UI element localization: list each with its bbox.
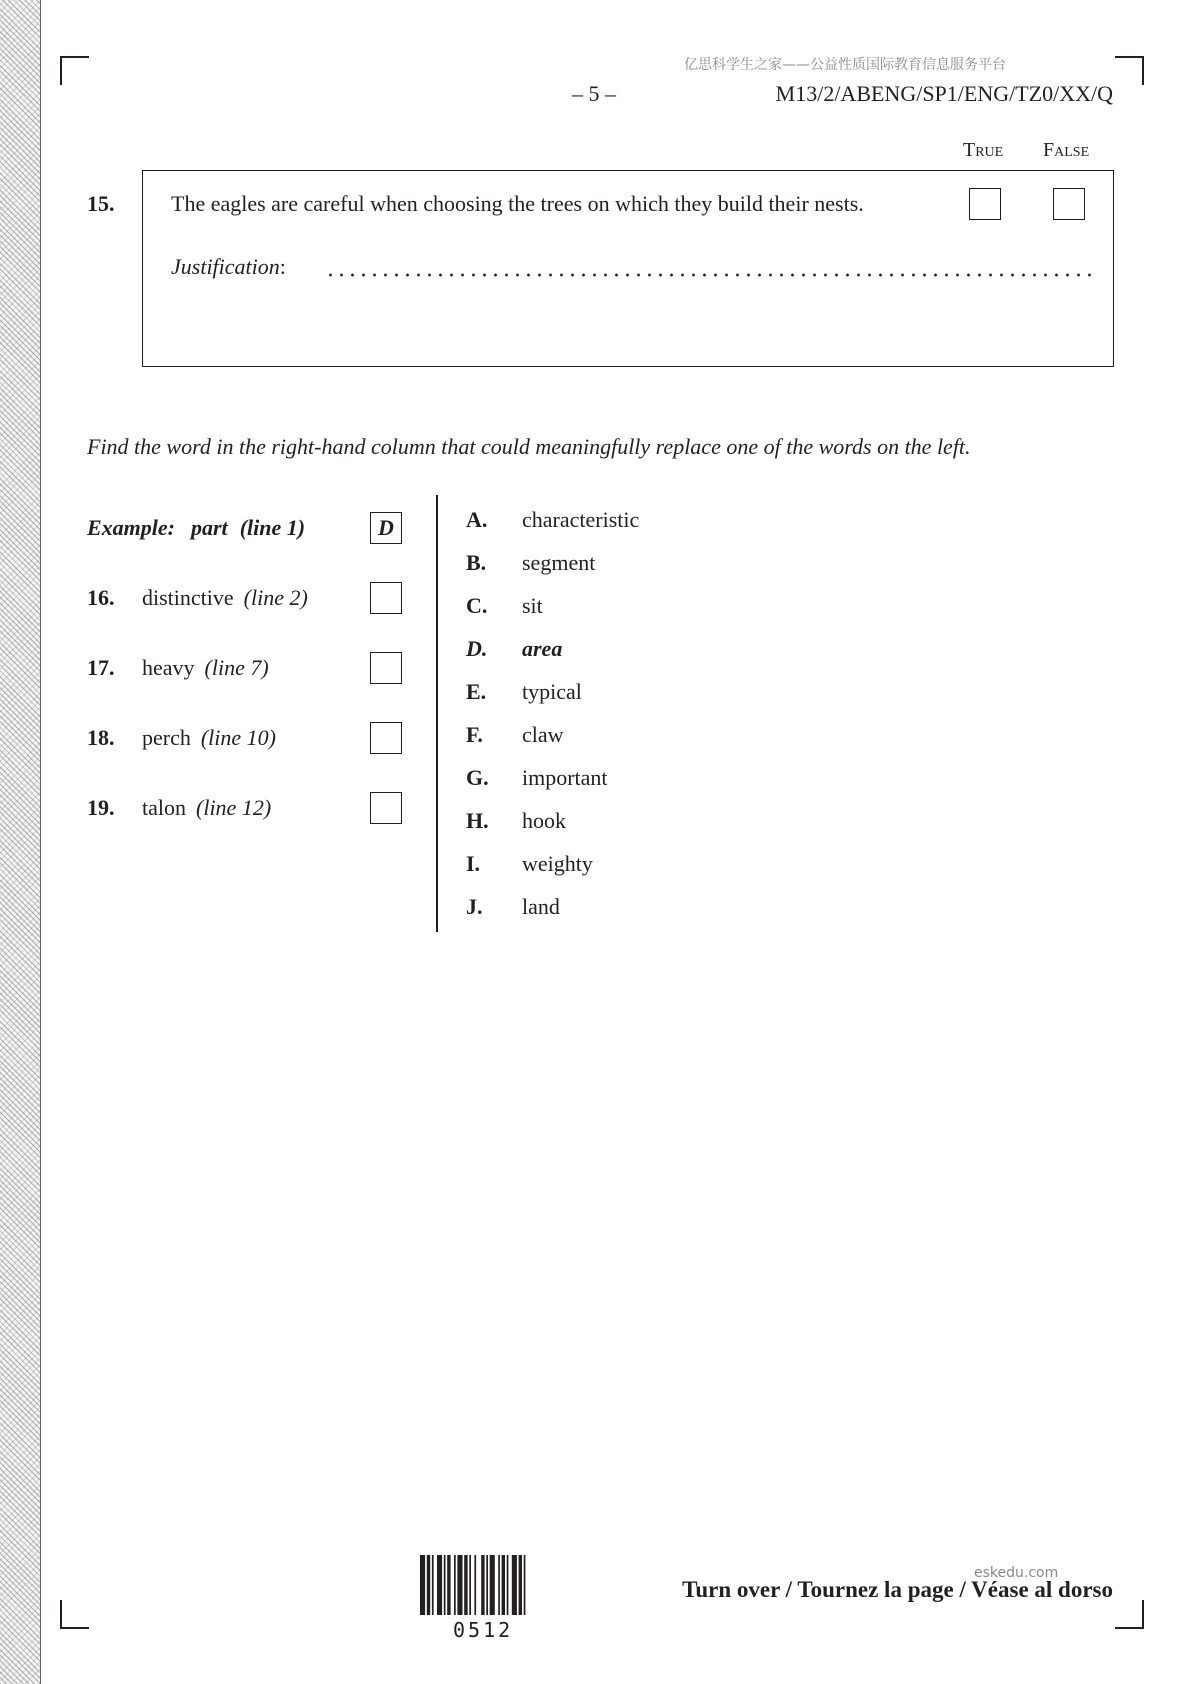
- question-word-row: [142, 795, 271, 821]
- watermark-bottom: eskedu.com: [974, 1565, 1059, 1581]
- justification-colon: :: [279, 254, 286, 279]
- barcode-bar: [481, 1555, 484, 1615]
- question-number: 18.: [87, 725, 115, 750]
- question-statement: The eagles are careful when choosing the trees on which they build their nests.: [171, 191, 864, 216]
- line-reference: (line 7): [204, 655, 269, 680]
- barcode-bar: [432, 1555, 434, 1615]
- option-word: land: [522, 894, 560, 919]
- watermark-top: 亿思科学生之家——公益性质国际教育信息服务平台: [684, 57, 1006, 73]
- option-letter: E.: [466, 679, 487, 704]
- option-letter: J.: [466, 894, 483, 919]
- barcode-bar: [474, 1555, 476, 1615]
- justification-answer-line[interactable]: [325, 273, 1095, 277]
- barcode-bar: [524, 1555, 526, 1615]
- question-number: 17.: [87, 655, 115, 680]
- page-number: – 5 –: [572, 81, 616, 106]
- option-letter: F.: [466, 722, 483, 747]
- example-row: [87, 515, 305, 541]
- question-word-row: [142, 655, 269, 681]
- false-checkbox[interactable]: [1053, 188, 1085, 220]
- barcode-bar: [454, 1555, 456, 1615]
- option-word: important: [522, 765, 608, 790]
- question-number: 16.: [87, 585, 115, 610]
- option-word: segment: [522, 550, 596, 575]
- example-answer-box: D: [370, 512, 402, 544]
- option-letter: A.: [466, 507, 488, 532]
- question-number: 15.: [87, 191, 115, 216]
- option-word: claw: [522, 722, 564, 747]
- question-word-row: [142, 585, 308, 611]
- option-word: typical: [522, 679, 582, 704]
- option-word-example: area: [522, 636, 563, 661]
- example-word: part: [191, 515, 228, 540]
- answer-box-18[interactable]: [370, 722, 402, 754]
- barcode-bar: [447, 1555, 450, 1615]
- option-word: weighty: [522, 851, 593, 876]
- option-letter: G.: [466, 765, 489, 790]
- barcode-bar: [469, 1555, 471, 1615]
- true-heading: True: [963, 139, 1004, 161]
- instruction-text: Find the word in the right-hand column that could meaningfully replace one of the words on the left.: [87, 434, 971, 459]
- question-word: distinctive: [142, 585, 234, 610]
- option-letter: I.: [466, 851, 481, 876]
- barcode-bar: [437, 1555, 442, 1615]
- barcode-bar: [507, 1555, 509, 1615]
- false-heading: False: [1043, 139, 1090, 161]
- question-word-row: [142, 725, 276, 751]
- barcode-bar: [444, 1555, 446, 1615]
- barcode-bar: [512, 1555, 517, 1615]
- option-word: characteristic: [522, 507, 640, 532]
- crop-mark-bottom-left: [60, 1600, 89, 1629]
- crop-mark-bottom-right: [1115, 1600, 1144, 1629]
- option-letter-example: D.: [466, 636, 488, 661]
- barcode-number: 0512: [453, 1618, 514, 1642]
- crop-mark-top-left: [60, 56, 89, 85]
- barcode-bar: [464, 1555, 467, 1615]
- barcode-bar: [457, 1555, 462, 1615]
- line-reference: (line 10): [200, 725, 277, 750]
- question-word: perch: [142, 725, 191, 750]
- binding-strip: [0, 0, 41, 1684]
- justification-label: [171, 254, 286, 280]
- option-word: sit: [522, 593, 543, 618]
- answer-box-19[interactable]: [370, 792, 402, 824]
- barcode-bar: [490, 1555, 495, 1615]
- justification-word: Justification: [171, 254, 280, 279]
- barcode-bar: [427, 1555, 430, 1615]
- option-letter: C.: [466, 593, 488, 618]
- paper-code: M13/2/ABENG/SP1/ENG/TZ0/XX/Q: [775, 81, 1113, 106]
- barcode-bar: [498, 1555, 500, 1615]
- crop-mark-top-right: [1115, 56, 1144, 85]
- question-number: 19.: [87, 795, 115, 820]
- example-label: Example:: [87, 515, 175, 540]
- true-checkbox[interactable]: [969, 188, 1001, 220]
- option-word: hook: [522, 808, 566, 833]
- turn-over-text: Turn over / Tournez la page / Véase al dorso: [682, 1577, 1113, 1602]
- answer-box-17[interactable]: [370, 652, 402, 684]
- question-word: heavy: [142, 655, 195, 680]
- option-letter: H.: [466, 808, 489, 833]
- example-ref: (line 1): [239, 515, 306, 540]
- barcode: [420, 1555, 552, 1615]
- barcode-bar: [519, 1555, 522, 1615]
- column-divider: [436, 495, 438, 932]
- option-letter: B.: [466, 550, 487, 575]
- answer-box-16[interactable]: [370, 582, 402, 614]
- line-reference: (line 2): [243, 585, 308, 610]
- barcode-bar: [502, 1555, 505, 1615]
- barcode-bar: [420, 1555, 425, 1615]
- line-reference: (line 12): [196, 795, 272, 820]
- barcode-bar: [486, 1555, 488, 1615]
- question-word: talon: [142, 795, 186, 820]
